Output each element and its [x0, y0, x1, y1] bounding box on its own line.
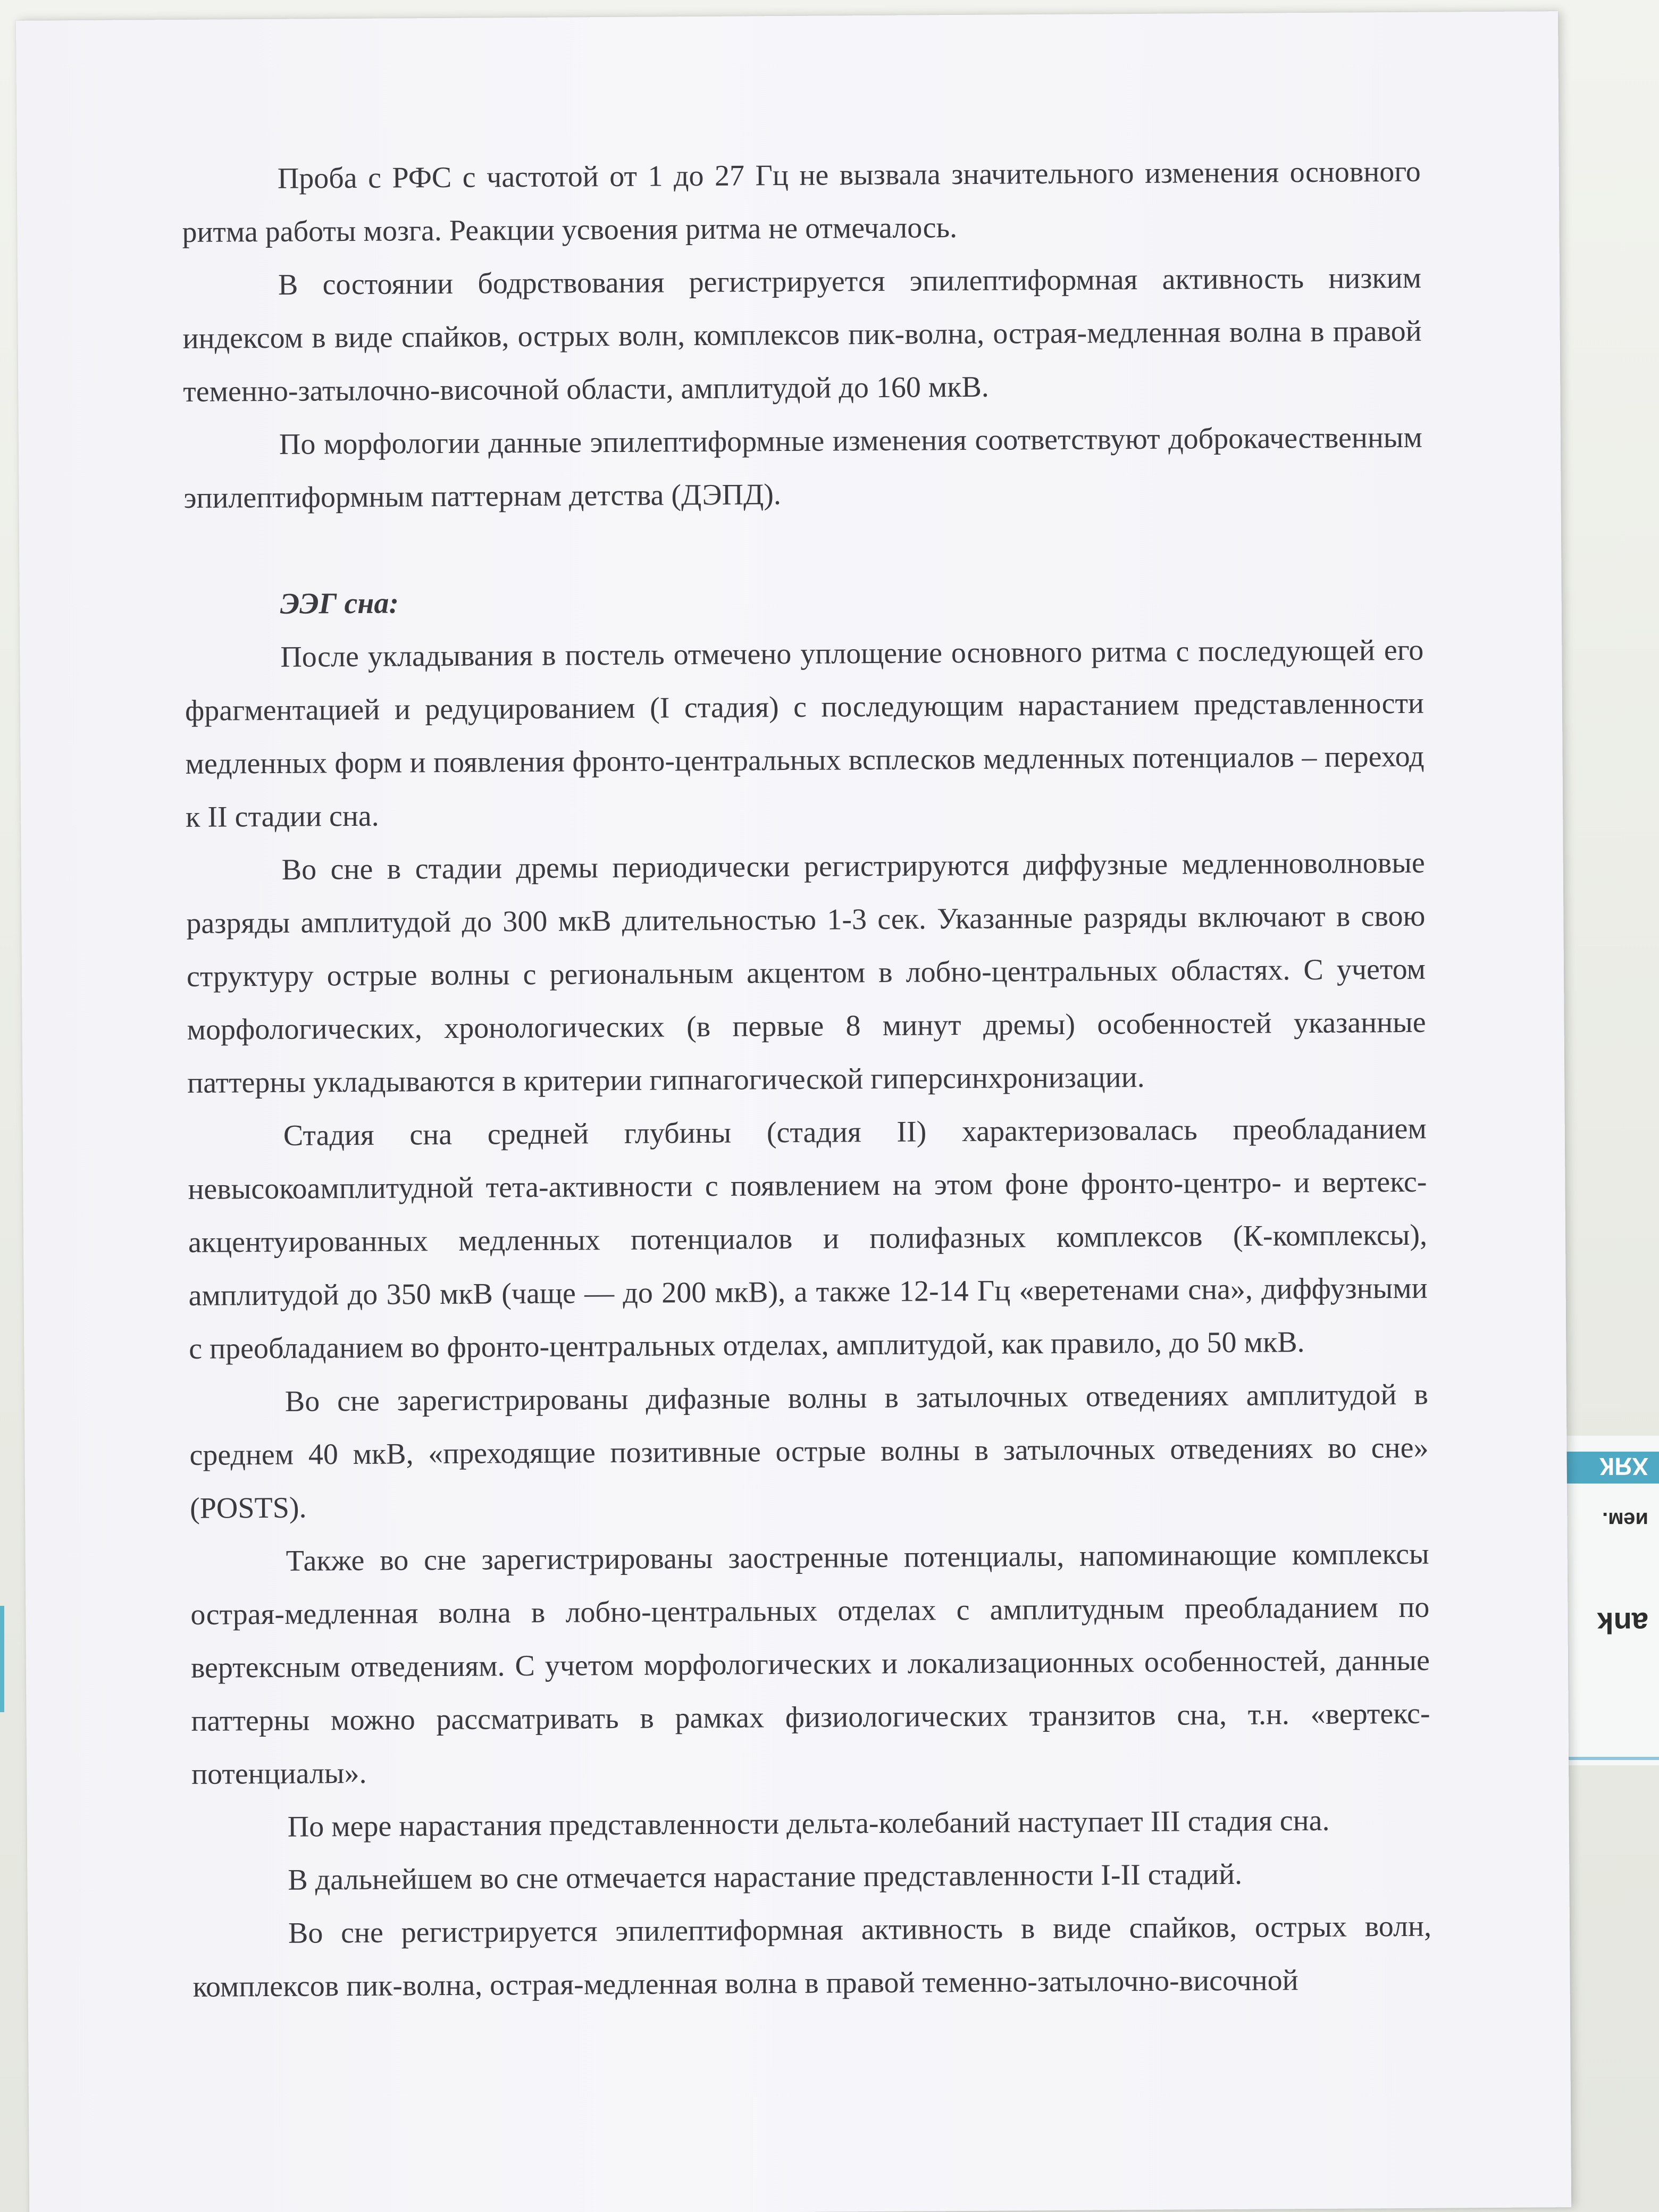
paragraph-drowsiness: Во сне в стадии дремы периодически регистрируются диффузные медленноволновые разряды амплитудой до 300 мкВ длительностью 1-3 сек. Указанные разряды включают в свою структуру острые волны с региональным акцентом в лобно-центральных областях. С учетом морфологических, хронологических (в первые 8 минут дремы) особенностей указанные паттерны укладываются в критерии гипнагогической гиперсинхронизации.	[186, 846, 1426, 1100]
paragraph-wakefulness: В состоянии бодрствования регистрируется эпилептиформная активность низким индексом в виде спайков, острых волн, комплексов пик-волна, острая-медленная волна в правой теменно-затылочно-височной области, амплитудой до 160 мкВ.	[182, 261, 1422, 408]
document-body	[182, 145, 1432, 2014]
section-heading-sleep-eeg: ЭЭГ сна:	[280, 586, 399, 621]
paragraph-stage-two: Стадия сна средней глубины (стадия II) характеризовалась преобладанием невысокоамплитудной тета-активности с появлением на этом фоне фронто-центро- и вертекс-акцентуированных медленных потенциалов и полифазных комплексов (К-комплексы), амплитудой до 350 мкВ (чаще — до 200 мкВ), а также 12-14 Гц «веретенами сна», диффузными с преобладанием во фронто-центральных отделах, амплитудой, как правило, до 50 мкВ.	[188, 1112, 1428, 1365]
paragraph-stage-three: По мере нарастания представленности дельта-колебаний наступает III стадия сна.	[287, 1804, 1330, 1844]
paper-sheet	[16, 11, 1571, 2212]
paragraph-posts: Во сне зарегистрированы дифазные волны в затылочных отведениях амплитудой в среднем 40 мкВ, «преходящие позитивные острые волны в затылочных отведениях во сне» (POSTS).	[189, 1378, 1429, 1525]
paragraph-rfs-test: Проба с РФС с частотой от 1 до 27 Гц не вызвала значительного изменения основного ритма работы мозга. Реакции усвоения ритма не отмечалось.	[182, 155, 1421, 249]
underlying-sheet-fragment-3: ank	[1597, 1606, 1648, 1640]
paragraph-morphology: По морфологии данные эпилептиформные изменения соответствуют доброкачественным эпилептиформным паттернам детства (ДЭПД).	[183, 421, 1423, 515]
left-sheet-edge-accent	[0, 1606, 4, 1712]
underlying-sheet-fragment-1: ХЯК	[1599, 1453, 1648, 1480]
paragraph-sleep-onset: После укладывания в постель отмечено уплощение основного ритма с последующей его фрагментацией и редуцированием (I стадия) с последующим нарастанием представленности медленных форм и появления фронто-центральных всплесков медленных потенциалов – переход к II стадии сна.	[185, 633, 1425, 834]
paragraph-sleep-epileptiform: Во сне регистрируется эпилептиформная активность в виде спайков, острых волн, комплексов пик-волна, острая-медленная волна в правой теменно-затылочно-височной	[192, 1909, 1432, 2004]
underlying-sheet-fragment-2: ием.	[1602, 1508, 1648, 1531]
paragraph-vertex-potentials: Также во сне зарегистрированы заостренные потенциалы, напоминающие комплексы острая-медленная волна в лобно-центральных отделах с амплитудным преобладанием по вертексным отведениям. С учетом морфологических и локализационных особенностей, данные паттерны можно рассматривать в рамках физиологических транзитов сна, т.н. «вертекс-потенциалы».	[190, 1537, 1430, 1791]
paragraph-stages-progression: В дальнейшем во сне отмечается нарастание представленности I-II стадий.	[288, 1857, 1243, 1897]
